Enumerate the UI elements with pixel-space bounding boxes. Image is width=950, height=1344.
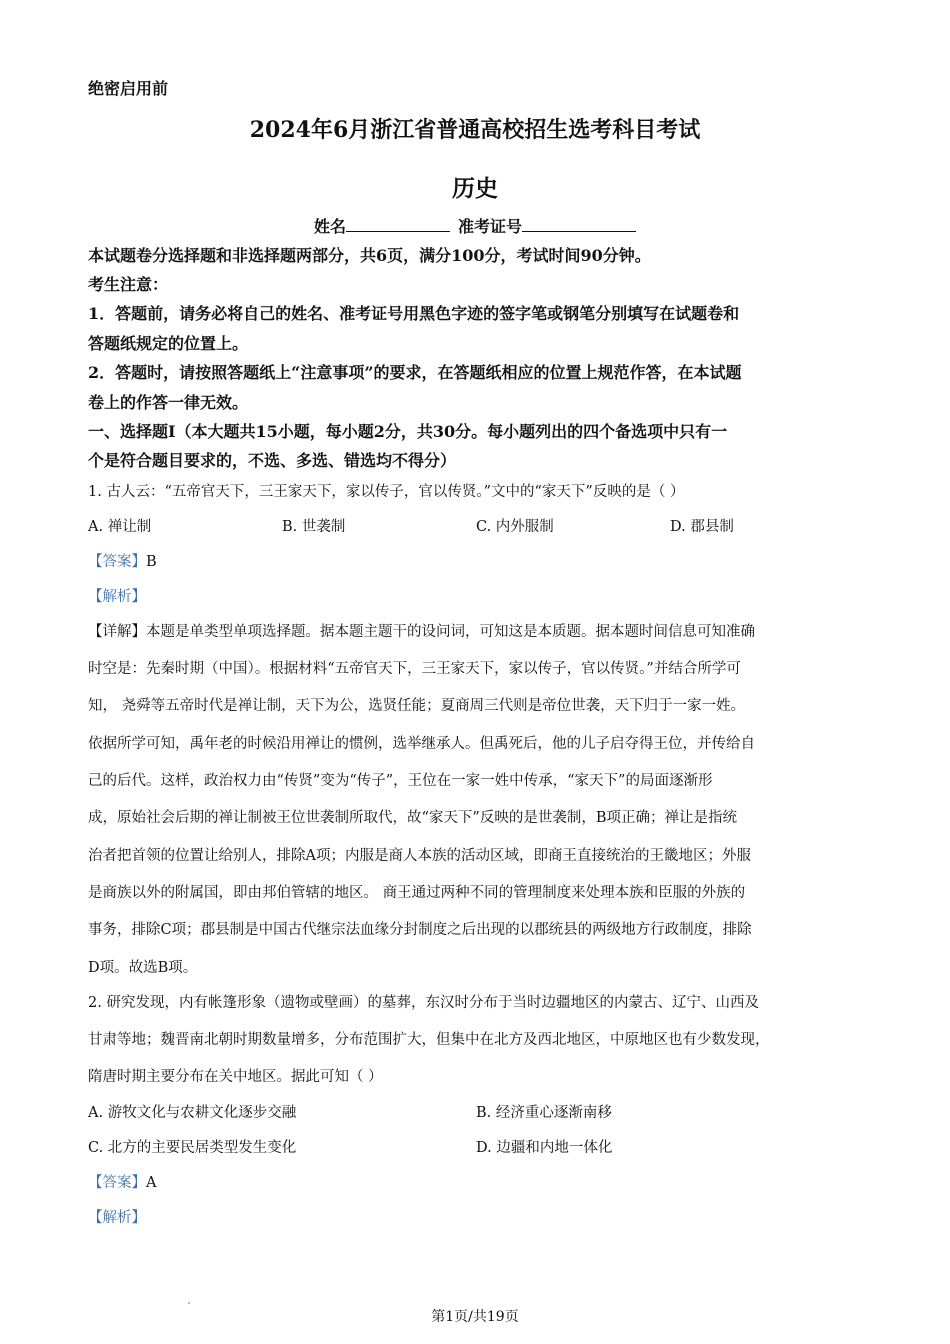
- note2-line2: 卷上的作答一律无效。: [88, 393, 249, 412]
- name-blank: [346, 216, 450, 232]
- q2-option-b: B. 经济重心逐渐南移: [476, 1105, 612, 1121]
- q2-option-c: C. 北方的主要民居类型发生变化: [88, 1140, 297, 1156]
- id-blank: [522, 216, 636, 232]
- q2-option-a: A. 游牧文化与农耕文化逐步交融: [88, 1105, 297, 1121]
- q1-option-d: D. 郡县制: [670, 519, 734, 535]
- secret-label: 绝密启用前: [88, 79, 169, 98]
- note2-line1: 2．答题时，请按照答题纸上“注意事项”的要求，在答题纸相应的位置上规范作答，在本试题: [88, 363, 742, 382]
- q2-stem-line: 甘肃等地；魏晋南北朝时期数量增多，分布范围扩大，但集中在北方及西北地区，中原地区也有少数发现，: [88, 1032, 770, 1048]
- q1-analysis-tag: 【解析】: [88, 589, 146, 605]
- id-label: 准考证号: [458, 217, 523, 236]
- q2-analysis-tag: 【解析】: [88, 1210, 146, 1226]
- q1-detail-line: 成，原始社会后期的禅让制被王位世袭制所取代，故“家天下”反映的是世袭制，B项正确；禅让是指统: [88, 810, 737, 826]
- exam-title: 2024年6月浙江省普通高校招生选考科目考试: [249, 117, 701, 143]
- q1-detail-line: 治者把首领的位置让给别人，排除A项；内服是商人本族的活动区域，即商王直接统治的王畿地区；外服: [88, 848, 751, 864]
- q1-detail-line: 己的后代。这样，政治权力由“传贤”变为“传子”，王位在一家一姓中传承，“家天下”的局面逐渐形: [88, 773, 713, 789]
- q1-detail-line: D项。故选B项。: [88, 960, 198, 976]
- subject-title: 历史: [452, 175, 498, 202]
- q1-detail-line: 依据所学可知，禹年老的时候沿用禅让的惯例，选举继承人。但禹死后，他的儿子启夺得王位，并传给自: [88, 736, 755, 752]
- q1-stem: 1. 古人云：“五帝官天下，三王家天下，家以传子，官以传贤。”文中的“家天下”反映的是（ ）: [88, 484, 685, 500]
- q1-answer-tag: 【答案】: [88, 554, 146, 570]
- note1-line2: 答题纸规定的位置上。: [88, 334, 249, 353]
- intro-text: 本试题卷分选择题和非选择题两部分，共6页，满分100分，考试时间90分钟。: [88, 246, 651, 265]
- q2-stem-line: 隋唐时期主要分布在关中地区。据此可知（ ）: [88, 1069, 383, 1085]
- q2-answer-tag: 【答案】: [88, 1175, 146, 1191]
- q1-option-c: C. 内外服制: [476, 519, 554, 535]
- q2-answer-value: A: [146, 1175, 157, 1191]
- q1-detail-line: [88, 620, 755, 641]
- q1-answer: [88, 550, 157, 571]
- q1-detail-tag: 【详解】: [88, 624, 146, 640]
- q1-answer-value: B: [146, 554, 157, 570]
- page-footer: 第1页/共19页: [431, 1309, 519, 1325]
- q1-option-b: B. 世袭制: [282, 519, 346, 535]
- name-id-row: [0, 214, 950, 237]
- q1-detail-text: 本题是单类型单项选择题。据本题主题干的设问词，可知这是本质题。据本题时间信息可知准确: [146, 624, 755, 640]
- notice-title: 考生注意：: [88, 275, 169, 294]
- q1-detail-line: 事务，排除C项；郡县制是中国古代继宗法血缘分封制度之后出现的以郡统县的两级地方行政制度，排除: [88, 922, 752, 938]
- note1-line1: 1．答题前，请务必将自己的姓名、准考证号用黑色字迹的签字笔或钢笔分别填写在试题卷和: [88, 304, 740, 323]
- q2-answer: [88, 1171, 156, 1192]
- q1-detail-line: 是商族以外的附属国，即由邦伯管辖的地区。 商王通过两种不同的管理制度来处理本族和臣服的外族的: [88, 885, 746, 901]
- page-speck: [188, 1302, 190, 1304]
- q1-detail-line: 时空是：先秦时期（中国）。根据材料“五帝官天下，三王家天下，家以传子，官以传贤。”并结合所学可: [88, 661, 741, 677]
- q1-detail-line: 知， 尧舜等五帝时代是禅让制，天下为公，选贤任能；夏商周三代则是帝位世袭，天下归于一家一姓。: [88, 698, 746, 714]
- q2-option-d: D. 边疆和内地一体化: [476, 1140, 613, 1156]
- section-heading-line1: 一、选择题Ⅰ（本大题共15小题，每小题2分，共30分。每小题列出的四个备选项中只有一: [88, 422, 728, 441]
- q1-option-a: A. 禅让制: [88, 519, 152, 535]
- name-label: 姓名: [313, 217, 346, 236]
- q2-stem-line: 2. 研究发现，内有帐篷形象（遗物或壁画）的墓葬，东汉时分布于当时边疆地区的内蒙古、辽宁、山西及: [88, 995, 759, 1011]
- section-heading-line2: 个是符合题目要求的，不选、多选、错选均不得分）: [88, 451, 457, 470]
